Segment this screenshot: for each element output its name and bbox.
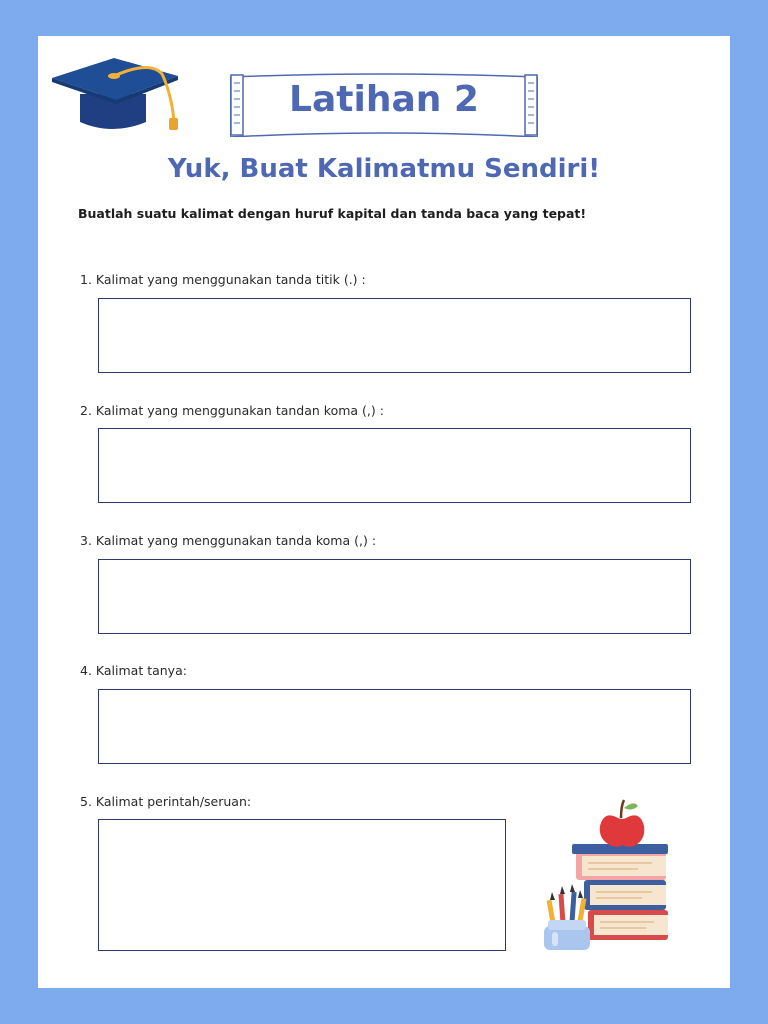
answer-box-2[interactable] (98, 428, 691, 503)
instruction-text: Buatlah suatu kalimat dengan huruf kapital dan tanda baca yang tepat! (78, 206, 587, 221)
title-banner (230, 73, 538, 137)
worksheet-page (38, 36, 730, 988)
answer-box-5[interactable] (98, 819, 506, 951)
question-3-label: 3. Kalimat yang menggunakan tanda koma (,) : (80, 533, 377, 548)
graduation-cap-icon (50, 56, 182, 136)
worksheet-title: Latihan 2 (289, 79, 479, 120)
question-5-label: 5. Kalimat perintah/seruan: (80, 794, 252, 809)
answer-box-3[interactable] (98, 559, 691, 634)
question-2-label: 2. Kalimat yang menggunakan tandan koma (,) : (80, 403, 384, 418)
books-apple-pencils-icon (542, 794, 672, 952)
question-1-label: 1. Kalimat yang menggunakan tanda titik (.) : (80, 272, 366, 287)
answer-box-1[interactable] (98, 298, 691, 373)
question-4-label: 4. Kalimat tanya: (80, 663, 187, 678)
worksheet-subtitle: Yuk, Buat Kalimatmu Sendiri! (167, 154, 601, 184)
answer-box-4[interactable] (98, 689, 691, 764)
